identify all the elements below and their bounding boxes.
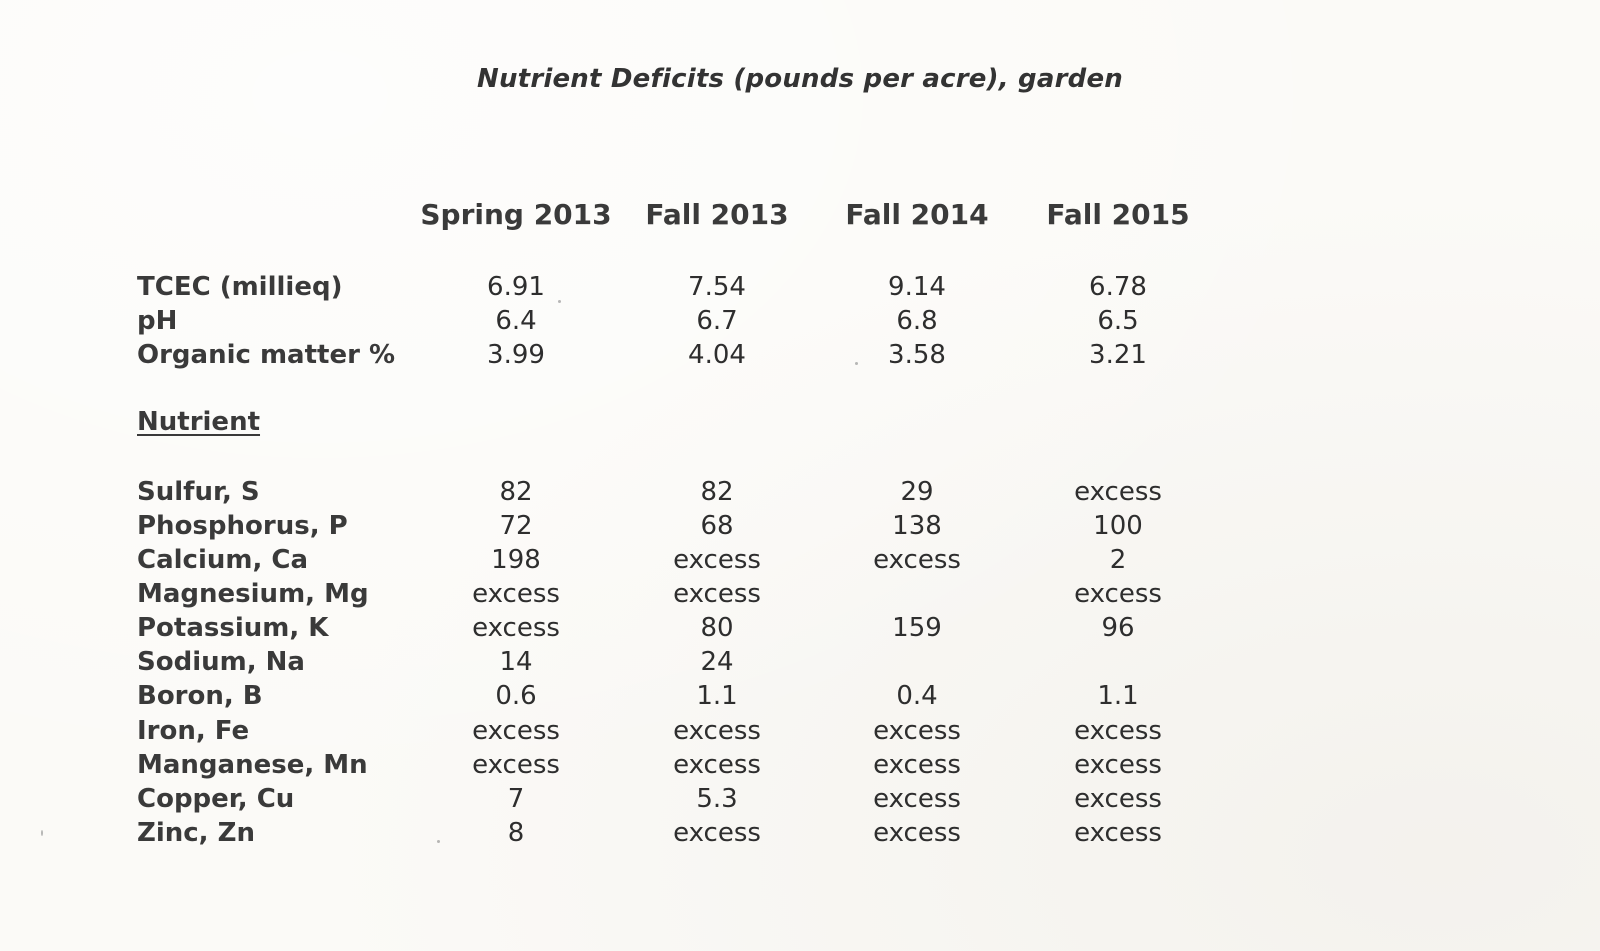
column-header-fall-2013: Fall 2013 [645, 198, 789, 231]
table-cell: 72 [499, 511, 533, 541]
table-cell: 198 [491, 545, 541, 575]
table-cell: excess [873, 545, 961, 575]
column-header-spring-2013: Spring 2013 [420, 198, 612, 231]
table-cell: 14 [499, 647, 533, 677]
row-label: Sulfur, S [137, 477, 260, 507]
table-cell: 100 [1093, 511, 1143, 541]
row-label: Potassium, K [137, 613, 329, 643]
row-label: Calcium, Ca [137, 545, 309, 575]
table-cell: excess [472, 750, 560, 780]
table-cell: 138 [892, 511, 942, 541]
table-cell: 9.14 [888, 272, 946, 302]
table-cell: 1.1 [1097, 681, 1139, 711]
table-cell: 3.58 [888, 340, 946, 370]
table-cell: 24 [700, 647, 734, 677]
table-cell: 82 [700, 477, 734, 507]
table-cell: excess [1074, 716, 1162, 746]
document-title: Nutrient Deficits (pounds per acre), garden [477, 64, 1123, 94]
table-cell: 29 [900, 477, 934, 507]
column-header-fall-2014: Fall 2014 [845, 198, 989, 231]
table-cell: 1.1 [696, 681, 738, 711]
row-label: Zinc, Zn [137, 818, 255, 848]
table-cell: excess [1074, 750, 1162, 780]
table-cell: 68 [700, 511, 734, 541]
table-cell: excess [472, 613, 560, 643]
row-label: Iron, Fe [137, 716, 250, 746]
table-cell: excess [673, 750, 761, 780]
table-cell: 0.6 [495, 681, 537, 711]
row-label: Manganese, Mn [137, 750, 368, 780]
table-cell: excess [873, 818, 961, 848]
scan-speck [558, 300, 561, 303]
table-cell: excess [873, 784, 961, 814]
table-cell: 7 [507, 784, 525, 814]
table-cell: excess [472, 579, 560, 609]
table-cell: 5.3 [696, 784, 738, 814]
table-cell: 82 [499, 477, 533, 507]
table-cell: excess [673, 818, 761, 848]
row-label: Phosphorus, P [137, 511, 348, 541]
table-cell: 96 [1101, 613, 1135, 643]
column-header-fall-2015: Fall 2015 [1046, 198, 1190, 231]
table-cell: excess [472, 716, 560, 746]
table-cell: excess [1074, 579, 1162, 609]
scan-speck [437, 840, 440, 843]
row-label: Boron, B [137, 681, 263, 711]
table-cell: excess [873, 716, 961, 746]
row-label: Copper, Cu [137, 784, 295, 814]
row-label: Magnesium, Mg [137, 579, 369, 609]
table-cell: 159 [892, 613, 942, 643]
nutrient-section-heading: Nutrient [137, 407, 261, 437]
table-cell: 6.7 [696, 306, 738, 336]
table-cell: 6.5 [1097, 306, 1139, 336]
scan-speck [41, 830, 43, 836]
table-cell: 7.54 [688, 272, 746, 302]
row-label: TCEC (millieq) [137, 272, 343, 302]
table-cell: 3.99 [487, 340, 545, 370]
table-cell: 3.21 [1089, 340, 1147, 370]
table-cell: excess [673, 579, 761, 609]
row-label: pH [137, 306, 178, 336]
row-label: Sodium, Na [137, 647, 305, 677]
table-cell: 6.91 [487, 272, 545, 302]
table-cell: 0.4 [896, 681, 938, 711]
row-label: Organic matter % [137, 340, 396, 370]
table-cell: 2 [1109, 545, 1127, 575]
table-cell: 80 [700, 613, 734, 643]
table-cell: excess [673, 545, 761, 575]
table-cell: 6.4 [495, 306, 537, 336]
table-cell: excess [873, 750, 961, 780]
scan-speck [855, 362, 858, 365]
table-cell: excess [1074, 818, 1162, 848]
table-cell: excess [1074, 784, 1162, 814]
table-cell: excess [673, 716, 761, 746]
table-cell: 6.8 [896, 306, 938, 336]
table-cell: 8 [507, 818, 525, 848]
table-cell: excess [1074, 477, 1162, 507]
table-cell: 4.04 [688, 340, 746, 370]
table-cell: 6.78 [1089, 272, 1147, 302]
